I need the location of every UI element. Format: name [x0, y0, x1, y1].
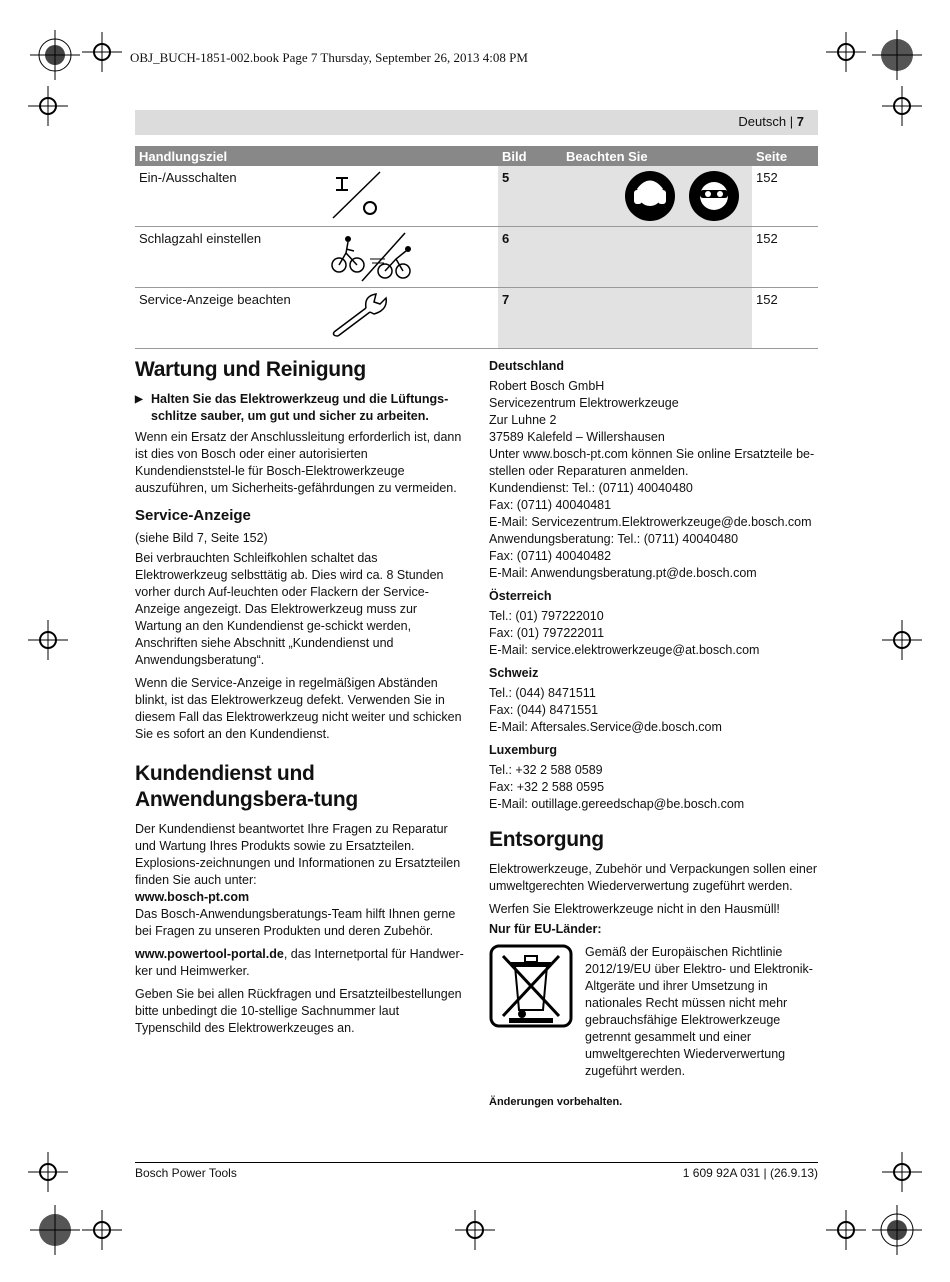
right-column [489, 358, 819, 1117]
row-goal: Service-Anzeige beachten [139, 292, 291, 307]
paragraph [135, 821, 465, 889]
header-seite: Seite [752, 146, 818, 166]
separator: | [789, 114, 794, 129]
row-seite: 152 [756, 170, 778, 185]
paragraph-text: Der Kundendienst beantwortet Ihre Fragen zu Reparatur und Wartung Ihres Produkts sowie zu Ersatzteilen. Explosions-zeichnungen und Informationen zu Ersatzteilen finden Sie auch unter: [135, 822, 461, 887]
table-row [135, 288, 818, 349]
crosshair-icon [82, 32, 122, 72]
footer-brand: Bosch Power Tools [135, 1166, 237, 1180]
heading-schweiz: Schweiz [489, 666, 539, 680]
heading-wartung: Wartung und Reinigung [135, 358, 366, 381]
url-powertool-portal[interactable]: www.powertool-portal.de [135, 947, 284, 961]
crosshair-icon [28, 1152, 68, 1192]
paragraph: Wenn die Service-Anzeige in regelmäßigen Abständen blinkt, ist das Elektrowerkzeug defekt. Verwenden Sie in diesem Fall das Elektrowerkzeug nicht weiter und schicken Sie es sofort an den Kundendienst. [135, 676, 462, 741]
registration-mark-icon [30, 1205, 80, 1255]
paragraph [135, 946, 465, 980]
paragraph: Das Bosch-Anwendungsberatungs-Team hilft Ihnen gerne bei Fragen zu unseren Produkten und deren Zubehör. [135, 907, 456, 938]
row-seite: 152 [756, 292, 778, 307]
crosshair-icon [28, 86, 68, 126]
header-handlungsziel: Handlungsziel [135, 146, 498, 166]
row-seite: 152 [756, 231, 778, 246]
action-overview-table [135, 146, 818, 349]
table-row [135, 227, 818, 288]
address-line: Unter www.bosch-pt.com können Sie online Ersatzteile be- [489, 447, 815, 461]
crosshair-icon [82, 1210, 122, 1250]
page-number: 7 [796, 114, 804, 129]
address-line: Servicezentrum Elektrowerkzeuge [489, 396, 679, 410]
address-line: Tel.: (044) 8471511 [489, 686, 596, 700]
heading-kundendienst: Kundendienst und Anwendungsbera-tung [135, 762, 358, 811]
left-column [135, 345, 465, 1043]
ear-protection-icon [625, 171, 675, 221]
row-goal: Schlagzahl einstellen [139, 231, 262, 246]
address-line: E-Mail: Servicezentrum.Elektrowerkzeuge@de.bosch.com [489, 515, 812, 529]
address-line: Kundendienst: Tel.: (0711) 40040480 [489, 481, 693, 495]
crosshair-icon [882, 1152, 922, 1192]
weee-block [489, 944, 819, 1080]
language-page-bar [135, 110, 818, 135]
heading-oesterreich: Österreich [489, 589, 552, 603]
wrench-icon [330, 290, 390, 340]
paragraph-text: , das Internetportal für Handwer-ker und Heimwerker. [135, 947, 464, 978]
address-line: Tel.: (01) 797222010 [489, 609, 604, 623]
crosshair-icon [455, 1210, 495, 1250]
eye-protection-icon [689, 171, 739, 221]
crosshair-icon [28, 620, 68, 660]
paragraph: Werfen Sie Elektrowerkzeuge nicht in den Hausmüll! [489, 902, 780, 916]
address-line: Tel.: +32 2 588 0589 [489, 763, 603, 777]
crosshair-icon [882, 620, 922, 660]
address-line: Zur Luhne 2 [489, 413, 557, 427]
registration-mark-icon [30, 30, 80, 80]
paragraph: Geben Sie bei allen Rückfragen und Ersatzteilbestellungen bitte unbedingt die 10-stellige Sachnummer laut Typenschild des Elektrowerkzeuges an. [135, 987, 462, 1035]
table-header-row [135, 146, 818, 166]
attention-icons [624, 170, 740, 222]
print-header: OBJ_BUCH-1851-002.book Page 7 Thursday, September 26, 2013 4:08 PM [130, 50, 528, 65]
crosshair-icon [882, 86, 922, 126]
address-deutschland [489, 378, 819, 582]
cyclist-speed-icon [330, 229, 420, 283]
changes-note: Änderungen vorbehalten. [489, 1096, 623, 1108]
table-row [135, 166, 818, 227]
heading-eu-laender: Nur für EU-Länder: [489, 922, 602, 936]
heading-service-anzeige: Service-Anzeige [135, 507, 251, 524]
paragraph: Elektrowerkzeuge, Zubehör und Verpackungen sollen einer umweltgerechten Wiederverwertung zugeführt werden. [489, 862, 817, 893]
paragraph: Bei verbrauchten Schleifkohlen schaltet das Elektrowerkzeug selbsttätig ab. Dies wird ca. 8 Stunden vorher durch Auf-leuchten oder Flackern der Service-Anzeige angezeigt. Das Elektrowerkzeug muss zur Wartung an den Kundendienst ge-schickt werden, Anschriften siehe Abschnitt „Kundendienst und Anwendungsberatung“. [135, 551, 444, 667]
address-line: Anwendungsberatung: Tel.: (0711) 40040480 [489, 532, 739, 546]
url-bosch-pt[interactable]: www.bosch-pt.com [135, 890, 250, 904]
crosshair-icon [826, 32, 866, 72]
crossed-out-wheelie-bin-icon [489, 944, 573, 1028]
address-line: E-Mail: service.elektrowerkzeuge@at.bosch.com [489, 643, 760, 657]
address-line: Fax: +32 2 588 0595 [489, 780, 605, 794]
heading-deutschland: Deutschland [489, 359, 565, 373]
row-bild: 5 [502, 170, 510, 185]
crosshair-icon [826, 1210, 866, 1250]
footer-doc-number: 1 609 92A 031 | (26.9.13) [682, 1166, 818, 1180]
on-off-icon [330, 168, 390, 222]
paragraph: Wenn ein Ersatz der Anschlussleitung erforderlich ist, dann ist dies von Bosch oder einer autorisierten Kundendienststel-le für Bosch-Elektrowerkzeuge auszuführen, um Sicherheits-gefährdungen zu vermeiden. [135, 430, 462, 495]
language-label: Deutsch [738, 114, 787, 129]
row-bild: 7 [502, 292, 510, 307]
heading-entsorgung: Entsorgung [489, 828, 604, 851]
safety-bullet: ▶ Halten Sie das Elektrowerkzeug und die Lüftungs-schlitze sauber, um gut und sicher zu arbeiten. [135, 391, 465, 425]
address-line: Fax: (0711) 40040482 [489, 549, 612, 563]
address-line: Robert Bosch GmbH [489, 379, 605, 393]
address-line: Fax: (044) 8471551 [489, 703, 599, 717]
paragraph: (siehe Bild 7, Seite 152) [135, 531, 268, 545]
address-line: stellen oder Reparaturen anmelden. [489, 464, 689, 478]
row-goal: Ein-/Ausschalten [139, 170, 237, 185]
address-line: 37589 Kalefeld – Willershausen [489, 430, 665, 444]
weee-text: Gemäß der Europäischen Richtlinie 2012/19/EU über Elektro- und Elektronik-Altgeräte und ihrer Umsetzung in nationales Recht müssen nicht mehr gebrauchsfähige Elektrowerkzeuge getrennt gesammelt und einer umweltgerechten Wiederverwertung zugeführt werden. [585, 945, 813, 1078]
address-line: Fax: (01) 797222011 [489, 626, 605, 640]
footer-rule [135, 1162, 818, 1163]
heading-luxemburg: Luxemburg [489, 743, 558, 757]
address-line: E-Mail: Aftersales.Service@de.bosch.com [489, 720, 722, 734]
header-bild: Bild [498, 146, 562, 166]
header-beachten: Beachten Sie [562, 146, 752, 166]
registration-mark-icon [872, 1205, 922, 1255]
address-line: E-Mail: outillage.gereedschap@be.bosch.com [489, 797, 745, 811]
address-line: Fax: (0711) 40040481 [489, 498, 612, 512]
registration-mark-icon [872, 30, 922, 80]
address-line: E-Mail: Anwendungsberatung.pt@de.bosch.com [489, 566, 757, 580]
row-bild: 6 [502, 231, 510, 246]
